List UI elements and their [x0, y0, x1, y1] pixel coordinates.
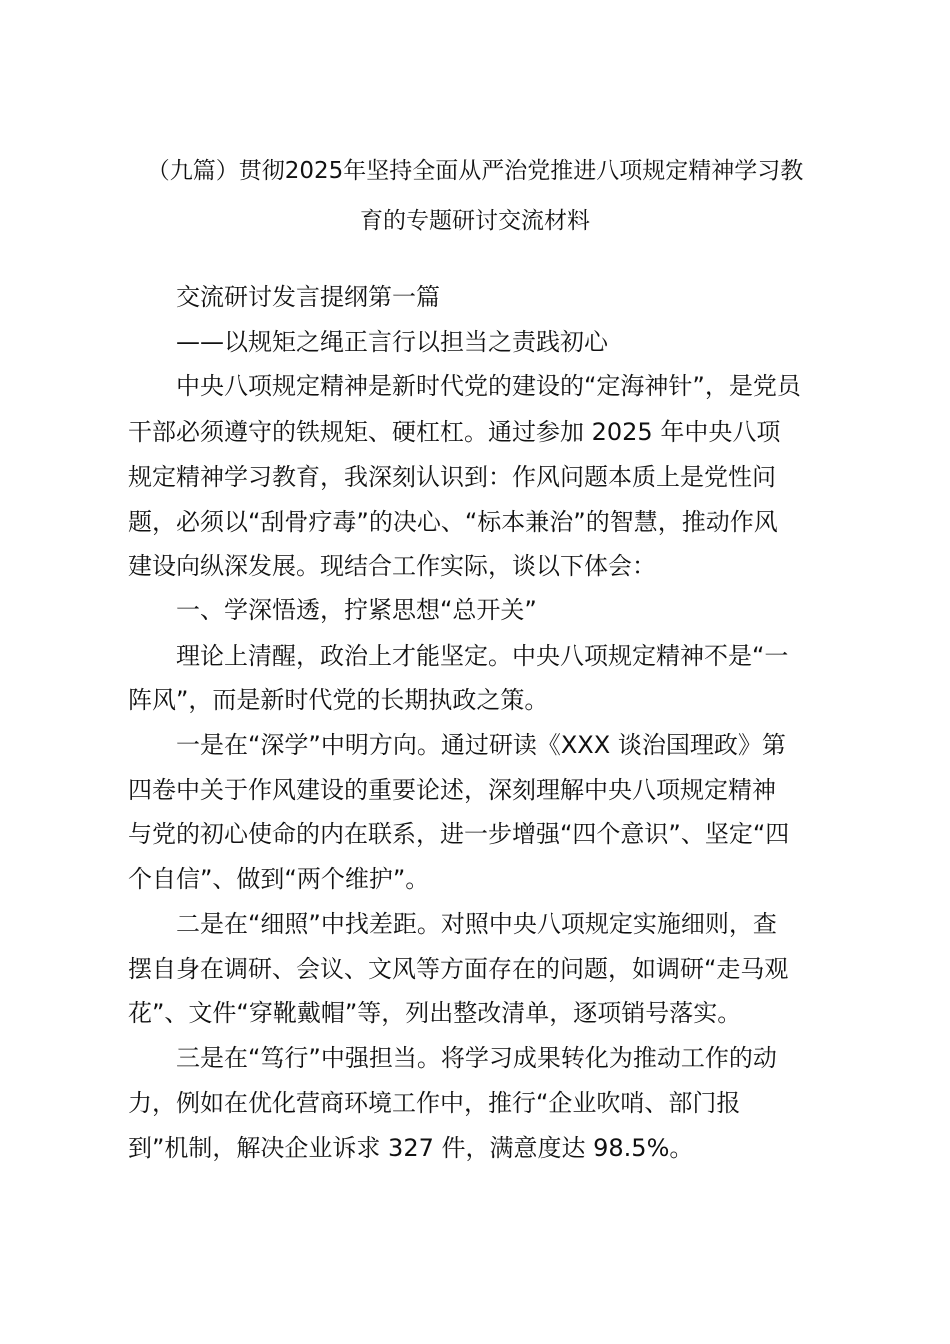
paragraph-line: 规定精神学习教育，我深刻认识到：作风问题本质上是党性问 — [128, 463, 776, 491]
section-heading: 交流研讨发言提纲第一篇 — [176, 283, 440, 311]
document-title-line-2: 育的专题研讨交流材料 — [360, 208, 590, 234]
paragraph-line: 干部必须遵守的铁规矩、硬杠杠。通过参加 2025 年中央八项 — [128, 418, 781, 446]
paragraph-line: 一是在“深学”中明方向。通过研读《XXX 谈治国理政》第 — [176, 731, 786, 759]
subheading: 一、学深悟透，拧紧思想“总开关” — [176, 596, 537, 624]
paragraph-line: 中央八项规定精神是新时代党的建设的“定海神针”，是党员 — [176, 372, 801, 400]
paragraph-line: 到”机制，解决企业诉求 327 件，满意度达 98.5%。 — [128, 1134, 694, 1162]
paragraph-line: 摆自身在调研、会议、文风等方面存在的问题，如调研“走马观 — [128, 955, 789, 983]
paragraph-line: 力，例如在优化营商环境工作中，推行“企业吹哨、部门报 — [128, 1089, 741, 1117]
paragraph-line: 理论上清醒，政治上才能坚定。中央八项规定精神不是“一 — [176, 642, 789, 670]
paragraph-line: 题，必须以“刮骨疗毒”的决心、“标本兼治”的智慧，推动作风 — [128, 508, 778, 536]
paragraph-line: 二是在“细照”中找差距。对照中央八项规定实施细则，查 — [176, 910, 777, 938]
section-subtitle: ——以规矩之绳正言行以担当之责践初心 — [176, 328, 608, 356]
paragraph-line: 花”、文件“穿靴戴帽”等，列出整改清单，逐项销号落实。 — [128, 999, 742, 1027]
paragraph-line: 建设向纵深发展。现结合工作实际，谈以下体会： — [128, 552, 656, 580]
paragraph-line: 阵风”，而是新时代党的长期执政之策。 — [128, 686, 549, 714]
paragraph-line: 三是在“笃行”中强担当。将学习成果转化为推动工作的动 — [176, 1044, 777, 1072]
paragraph-line: 个自信”、做到“两个维护”。 — [128, 865, 430, 893]
paragraph-line: 四卷中关于作风建设的重要论述，深刻理解中央八项规定精神 — [128, 776, 776, 804]
paragraph-line: 与党的初心使命的内在联系，进一步增强“四个意识”、坚定“四 — [128, 820, 790, 848]
document-title-line-1: （九篇）贯彻2025年坚持全面从严治党推进八项规定精神学习教 — [146, 158, 804, 184]
